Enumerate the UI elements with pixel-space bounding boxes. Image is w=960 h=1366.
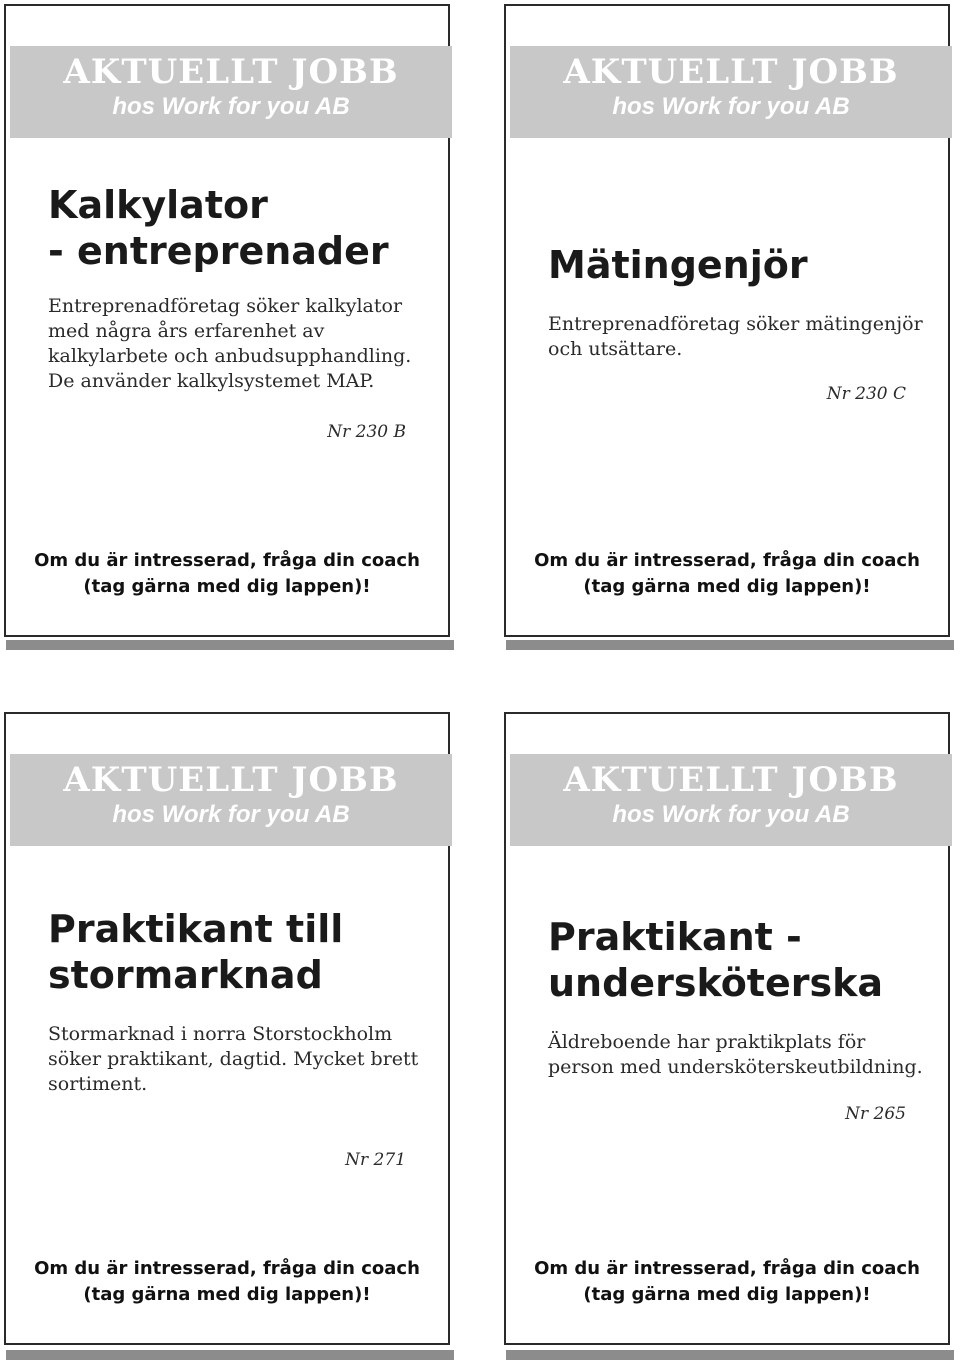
banner-subtitle: hos Work for you AB [112,801,350,828]
job-reference: Nr 230 B [327,422,406,442]
job-reference: Nr 265 [845,1104,906,1124]
job-card-stormarknad [4,712,450,1345]
job-banner [510,754,952,846]
footer-line-1: Om du är intresserad, fråga din coach [34,550,420,571]
footer-line-2: (tag gärna med dig lappen)! [83,1284,371,1305]
coach-footer [6,1256,448,1308]
banner-title: AKTUELLT JOBB [63,760,399,800]
job-card-kalkylator [4,4,450,637]
job-banner [10,46,452,138]
coach-footer [6,548,448,600]
job-card-matingenjor [504,4,950,637]
job-description: Entreprenadföretag söker kalkylator med några års erfarenhet av kalkylarbete och anbudsupphandling. De använder kalkylsystemet MAP. [48,295,412,392]
footer-line-1: Om du är intresserad, fråga din coach [534,1258,920,1279]
footer-line-1: Om du är intresserad, fråga din coach [34,1258,420,1279]
job-title: Kalkylator - entreprenader [48,183,389,273]
job-reference: Nr 230 C [826,384,906,404]
banner-title: AKTUELLT JOBB [563,760,899,800]
card-shadow [506,640,954,650]
job-title: Praktikant - undersköterska [548,915,884,1005]
banner-subtitle: hos Work for you AB [612,93,850,120]
coach-footer [506,1256,948,1308]
card-shadow [6,1350,454,1360]
footer-line-2: (tag gärna med dig lappen)! [583,576,871,597]
job-title: Praktikant till stormarknad [48,907,344,997]
footer-line-2: (tag gärna med dig lappen)! [583,1284,871,1305]
banner-title: AKTUELLT JOBB [63,52,399,92]
job-description: Äldreboende har praktikplats för person med undersköterskeutbildning. [548,1031,923,1078]
job-description: Entreprenadföretag söker mätingenjör och utsättare. [548,313,923,360]
footer-line-2: (tag gärna med dig lappen)! [83,576,371,597]
coach-footer [506,548,948,600]
job-reference: Nr 271 [345,1150,406,1170]
banner-subtitle: hos Work for you AB [612,801,850,828]
banner-subtitle: hos Work for you AB [112,93,350,120]
job-banner [10,754,452,846]
card-shadow [506,1350,954,1360]
job-banner [510,46,952,138]
job-title: Mätingenjör [548,243,808,287]
job-description: Stormarknad i norra Storstockholm söker praktikant, dagtid. Mycket brett sortiment. [48,1023,419,1095]
card-shadow [6,640,454,650]
footer-line-1: Om du är intresserad, fråga din coach [534,550,920,571]
job-card-underskoterska [504,712,950,1345]
banner-title: AKTUELLT JOBB [563,52,899,92]
